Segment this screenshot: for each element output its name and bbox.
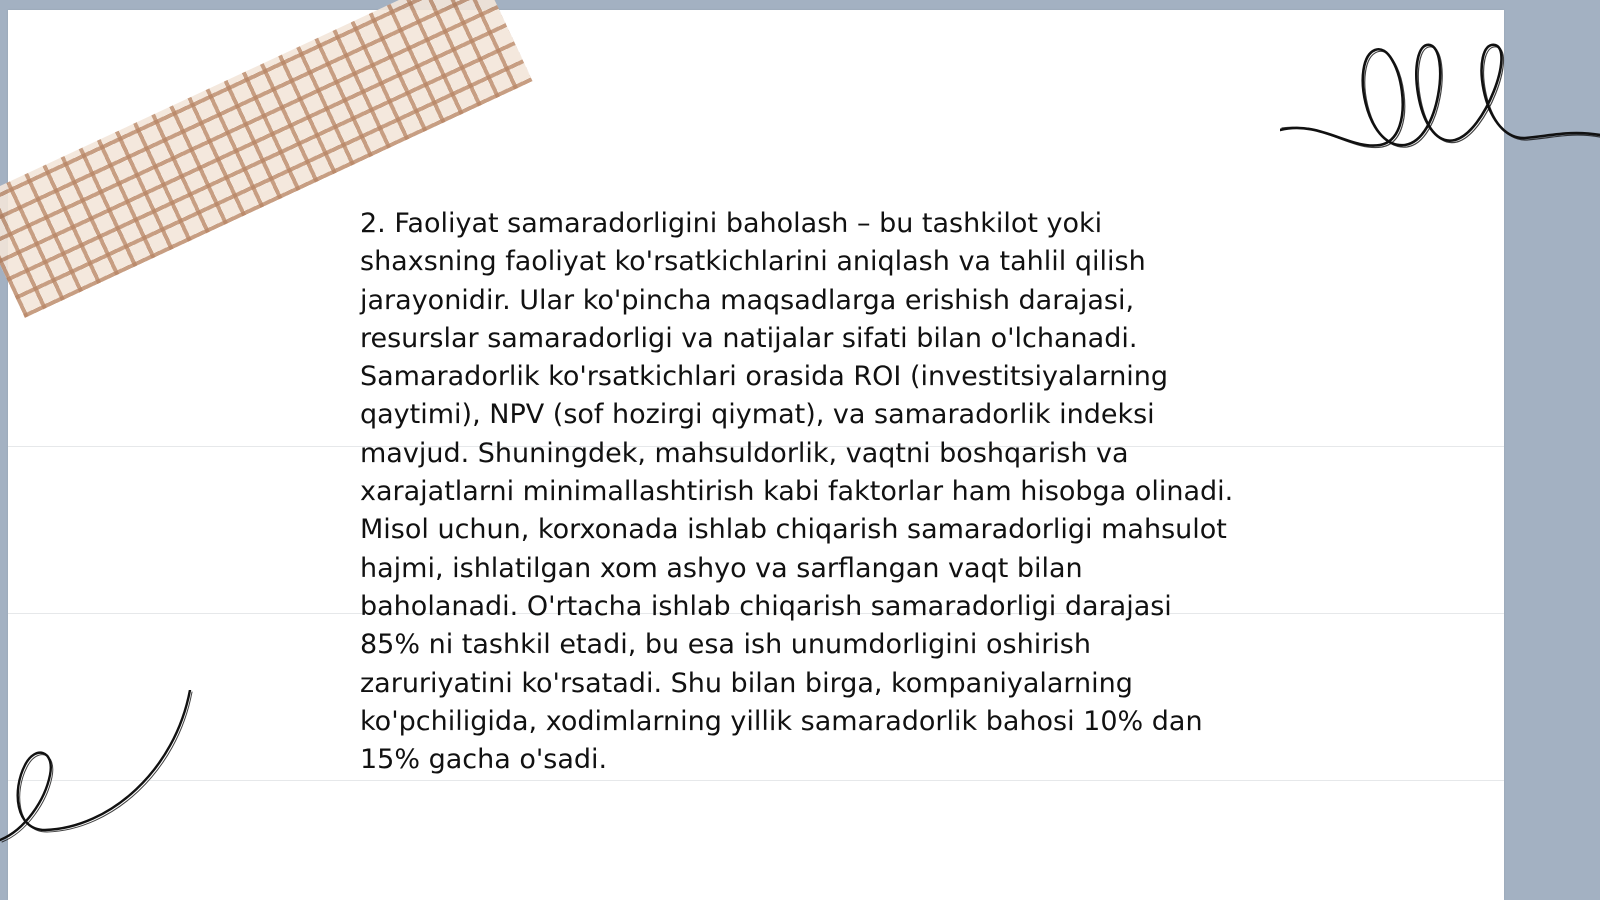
slide-body-paragraph: 2. Faoliyat samaradorligini baholash – bu tashkilot yoki shaxsning faoliyat ko'rsatkichlarini aniqlash va tahlil qilish jarayonidir. Ular ko'pincha maqsadlarga erishish darajasi, resurslar samaradorligi va natijalar sifati bilan o'lchanadi. Samaradorlik ko'rsatkichlari orasida ROI (investitsiyalarning qaytimi), NPV (sof hozirgi qiymat), va samaradorlik indeksi mavjud. Shuningdek, mahsuldorlik, vaqtni boshqarish va xarajatlarni minimallashtirish kabi faktorlar ham hisobga olinadi. Misol uchun, korxonada ishlab chiqarish samaradorligi mahsulot hajmi, ishlatilgan xom ashyo va sarflangan vaqt bilan baholanadi. O'rtacha ishlab chiqarish samaradorligi darajasi 85% ni tashkil etadi, bu esa ish unumdorligini oshirish zaruriyatini ko'rsatadi. Shu bilan birga, kompaniyalarning ko'pchiligida, xodimlarning yillik samaradorlik bahosi 10% dan 15% gacha o'sadi.	[360, 208, 1234, 776]
paper-rule-line	[8, 780, 1504, 781]
loopy-scribble-icon	[1280, 30, 1600, 165]
swirl-scribble-icon	[0, 690, 200, 850]
